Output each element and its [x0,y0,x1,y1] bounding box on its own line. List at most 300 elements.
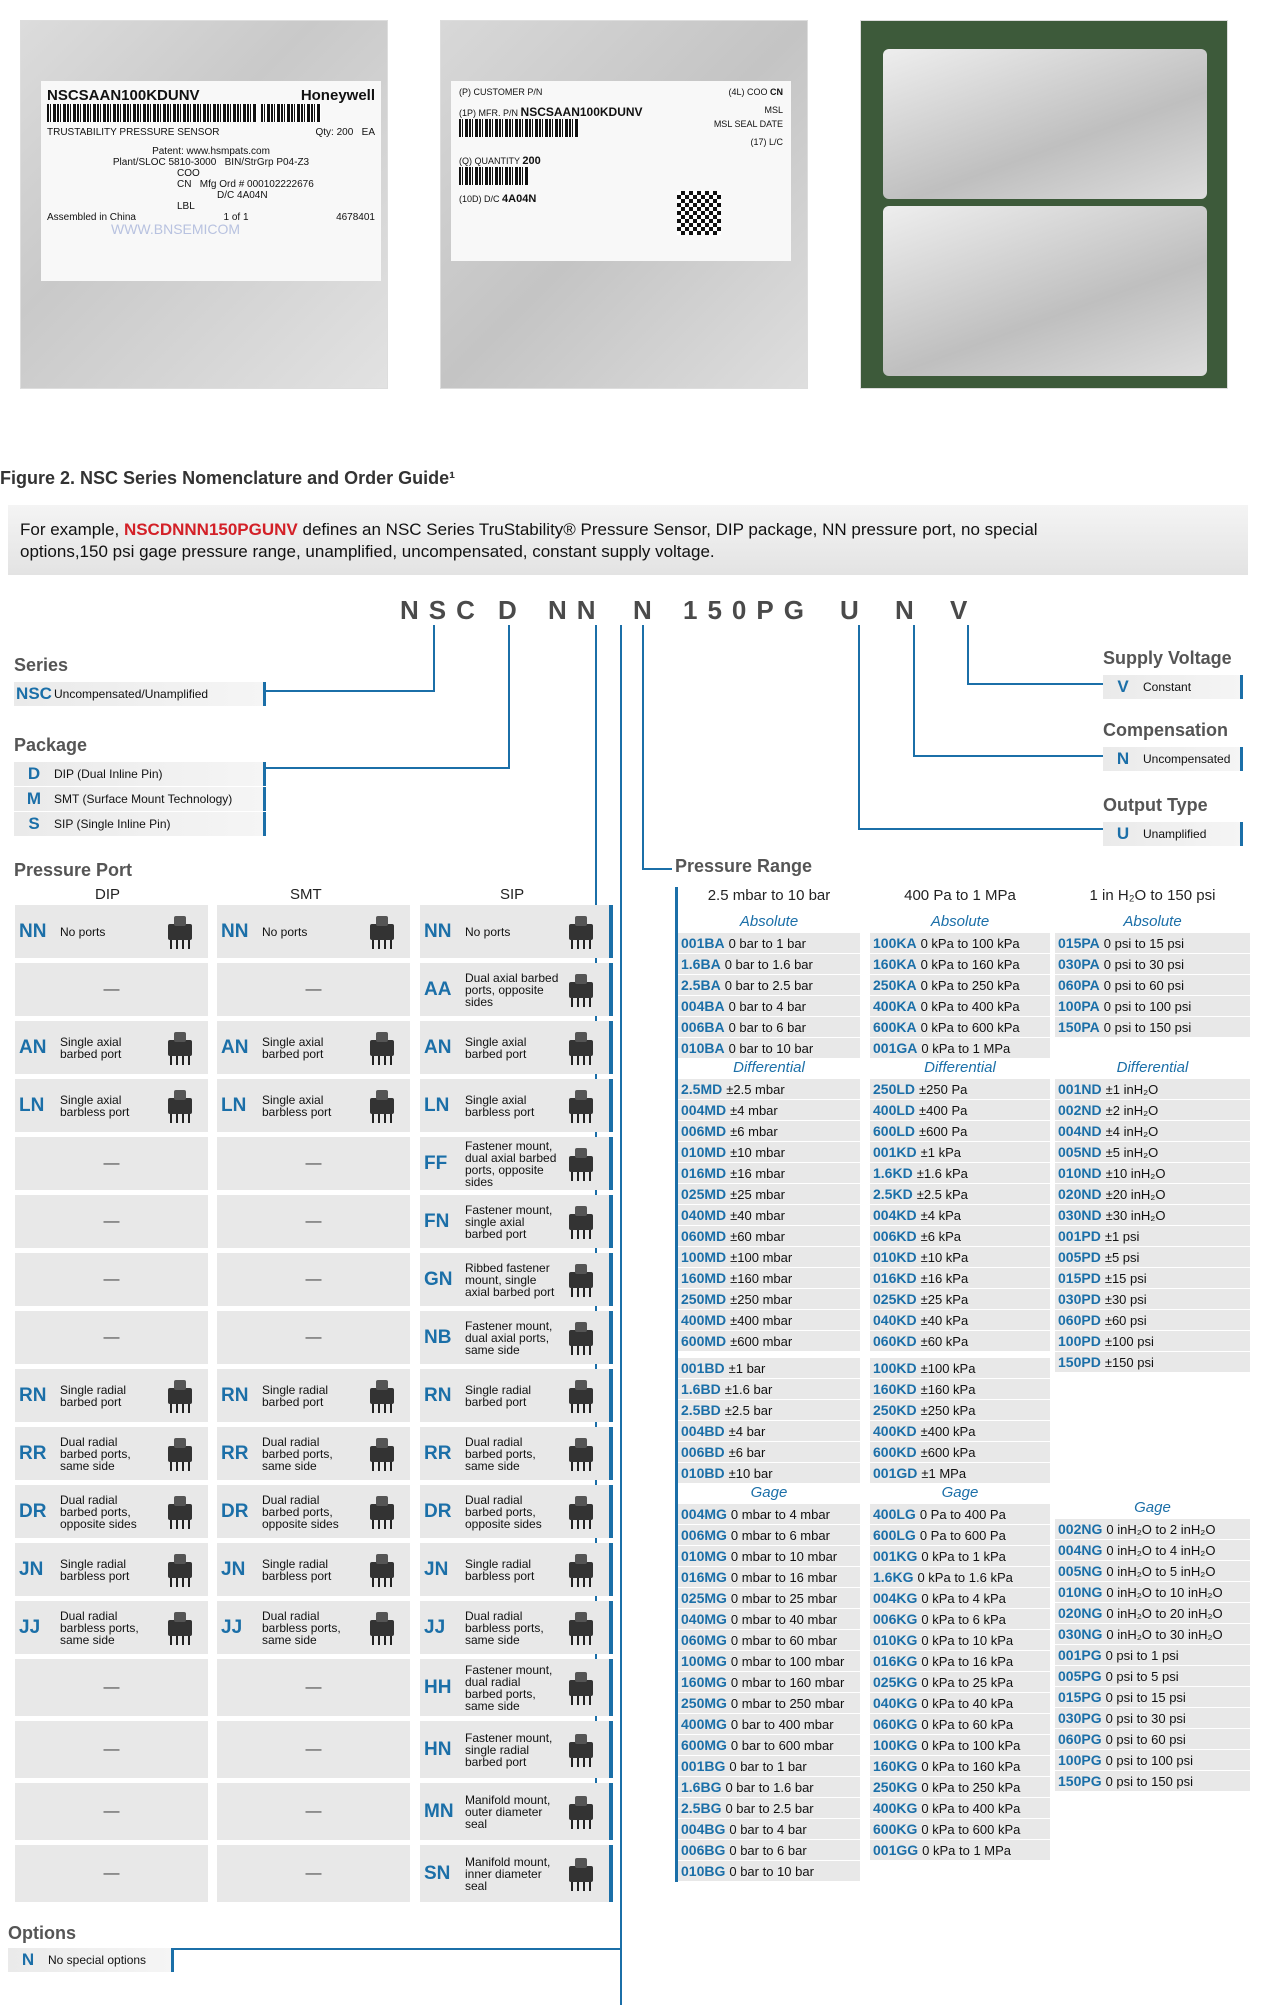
range-code: 010BA [681,1040,725,1056]
range-code: 030NG [1058,1626,1103,1642]
range-code: 005NG [1058,1563,1103,1579]
range-row [870,1819,1050,1840]
range-row [1055,933,1250,954]
range-group-label: Gage [750,1484,788,1501]
port-cell [217,1369,410,1422]
range-row [1055,1310,1250,1331]
range-code: 001GG [873,1842,919,1858]
sensor-package-icon [561,970,601,1010]
range-row [1055,1289,1250,1310]
example-box [8,505,1248,575]
port-cell [420,1079,613,1132]
range-value: ±4 kPa [920,1207,961,1223]
port-desc: Single radial barbed port [465,1382,532,1409]
port-cell [420,1021,613,1074]
port-code: JJ [19,1616,41,1638]
product-photo-label-1 [20,20,388,389]
range-code: 004KG [873,1590,918,1606]
sensor-package-icon [561,1028,601,1068]
connector-line [642,868,672,870]
range-code: 600MG [681,1737,727,1753]
port-cell [15,1783,208,1840]
port-code: FF [424,1152,448,1174]
port-empty-dash: — [305,1270,322,1288]
range-code: 060PA [1058,977,1100,993]
range-row [1055,1708,1250,1729]
label-subtitle: TRUSTABILITY PRESSURE SENSOR [47,127,220,138]
range-value: 0 inH₂O to 2 inH₂O [1106,1521,1216,1537]
range-code: 010NG [1058,1584,1103,1600]
shipping-label-2 [451,81,791,261]
range-value: 0 bar to 4 bar [729,1821,807,1837]
port-cell [420,1137,613,1190]
range-row [1055,1540,1250,1561]
range-code: 060KG [873,1716,918,1732]
port-head-1: SMT [290,886,322,903]
range-code: 100PA [1058,998,1100,1014]
range-code: 400KA [873,998,917,1014]
example-prefix: For example, [20,520,120,539]
range-code: 001GA [873,1040,918,1056]
range-code: 030PG [1058,1710,1102,1726]
port-empty-dash: — [103,1328,120,1346]
supply-option-row [1103,675,1243,699]
label-qty-label: Qty: [315,127,334,138]
port-head-2: SIP [500,886,525,903]
sensor-package-icon [561,1318,601,1358]
port-empty-dash: — [103,1678,120,1696]
label2-qty-label: (Q) QUANTITY [459,156,520,166]
range-value: 0 bar to 4 bar [728,998,806,1014]
range-row [870,1840,1050,1861]
range-code: 006BD [681,1444,725,1460]
range-code: 1.6KD [873,1165,913,1181]
port-cell [15,1543,208,1596]
range-value: 0 psi to 5 psi [1105,1668,1179,1684]
sensor-package-icon [362,1492,402,1532]
range-row [678,1463,860,1484]
range-code: 400KG [873,1800,918,1816]
pressure-port-title: Pressure Port [14,860,133,880]
port-desc: Dual radial barbed ports, opposite sides [262,1492,339,1531]
range-code: 006KG [873,1611,918,1627]
range-row [870,1163,1050,1184]
range-row [678,1358,860,1379]
package-option-code: D [27,764,41,783]
range-row [678,1651,860,1672]
options-title: Options [8,1923,76,1943]
range-code: 001PD [1058,1228,1101,1244]
label-coo-label: COO [177,168,200,179]
range-row [678,1100,860,1121]
range-row [870,1609,1050,1630]
range-row [678,1672,860,1693]
range-value: 0 kPa to 25 kPa [921,1674,1014,1690]
range-row [678,1567,860,1588]
package-option-code: S [28,814,40,833]
barcode [47,104,257,122]
range-code: 004MG [681,1506,727,1522]
range-value: 0 mbar to 160 mbar [730,1674,845,1690]
range-spacer [1055,1876,1250,1897]
port-code: RR [221,1442,249,1464]
range-row [1055,1645,1250,1666]
code-segment: 150PG [683,595,814,625]
sensor-package-icon [561,1730,601,1770]
range-row [678,1525,860,1546]
range-value: 0 Pa to 600 Pa [919,1527,1006,1543]
range-value: 0 mbar to 40 mbar [730,1611,838,1627]
range-code: 600KD [873,1444,917,1460]
port-cell [15,1137,208,1190]
port-desc: Ribbed fastener mount, single axial barbed port [465,1260,555,1299]
range-code: 006BG [681,1842,726,1858]
range-value: ±1 MPa [921,1465,967,1481]
range-value: ±250 mbar [730,1291,793,1307]
connector-line [620,625,622,2005]
range-value: ±250 kPa [920,1402,976,1418]
range-value: ±10 mbar [730,1144,785,1160]
range-code: 160KD [873,1381,917,1397]
range-value: ±6 mbar [730,1123,778,1139]
output-option-row [1103,822,1243,846]
port-cell [420,1659,613,1716]
range-row [678,1504,860,1525]
range-row [1055,954,1250,975]
range-row [1055,1163,1250,1184]
range-code: 016KD [873,1270,917,1286]
range-row [870,1546,1050,1567]
range-code: 2.5BA [681,977,721,993]
range-value: 0 psi to 150 psi [1103,1019,1192,1035]
range-code: 010BG [681,1863,726,1879]
sensor-package-icon [561,1854,601,1894]
range-row [1055,996,1250,1017]
range-code: 150PA [1058,1019,1100,1035]
range-value: 0 psi to 100 psi [1105,1752,1194,1768]
package-option-row [14,787,266,811]
port-code: JJ [221,1616,243,1638]
range-row [870,1400,1050,1421]
port-code: AN [424,1036,452,1058]
range-code: 001PG [1058,1647,1102,1663]
range-code: 400KD [873,1423,917,1439]
port-code: AN [19,1036,47,1058]
pressure-range-title: Pressure Range [675,856,813,876]
range-code: 060KD [873,1333,917,1349]
connector-line [508,625,510,769]
port-cell [420,1485,613,1538]
sensor-package-icon [362,1028,402,1068]
port-cell [217,1601,410,1654]
port-empty-dash: — [305,1864,322,1882]
range-row [870,1331,1050,1352]
sensor-package-icon [561,1260,601,1300]
range-row [678,996,860,1017]
sensor-package-icon [160,1376,200,1416]
figure-title: Figure 2. NSC Series Nomenclature and Order Guide¹ [0,468,456,488]
range-value: 0 bar to 2.5 bar [724,977,813,993]
product-photo-bags [860,20,1228,389]
range-value: ±600 kPa [920,1444,976,1460]
range-row [678,1331,860,1352]
port-cell [15,1079,208,1132]
range-row [870,975,1050,996]
range-value: 0 kPa to 6 kPa [921,1611,1006,1627]
range-value: ±2.5 mbar [726,1081,785,1097]
range-value: 0 kPa to 1.6 kPa [917,1569,1013,1585]
packaged-bag [883,49,1207,199]
label2-coo-label: (4L) COO [728,87,768,97]
range-value: 0 inH₂O to 10 inH₂O [1106,1584,1223,1600]
range-code: 015PA [1058,935,1100,951]
options-option-desc: No special options [48,1953,147,1967]
range-value: 0 kPa to 160 kPa [920,956,1020,972]
range-value: ±1 psi [1104,1228,1140,1244]
range-value: ±400 Pa [919,1102,968,1118]
range-row [870,1630,1050,1651]
port-desc: Fastener mount, single radial barbed port [465,1730,553,1769]
sensor-package-icon [561,1434,601,1474]
range-row [678,1205,860,1226]
range-code: 100KA [873,935,917,951]
range-code: 001BD [681,1360,725,1376]
port-code: HH [424,1676,452,1698]
range-value: ±2.5 kPa [916,1186,968,1202]
range-value: 0 bar to 1.6 bar [725,1779,814,1795]
port-desc: Dual radial barbed ports, opposite sides [465,1492,542,1531]
port-cell [420,1783,613,1840]
range-code: 1.6KG [873,1569,914,1585]
range-code: 025MG [681,1590,727,1606]
code-segment: N [895,595,924,625]
range-value: ±250 Pa [919,1081,968,1097]
range-value: 0 kPa to 60 kPa [921,1716,1014,1732]
range-code: 001BG [681,1758,726,1774]
connector-line [913,625,915,757]
range-row [678,954,860,975]
range-value: ±100 mbar [730,1249,793,1265]
port-desc: Dual radial barbed ports, same side [262,1434,333,1473]
series-option-row [14,682,266,706]
range-code: 160KA [873,956,917,972]
range-value: ±600 Pa [919,1123,968,1139]
range-value: ±1 bar [728,1360,766,1376]
range-row [870,1798,1050,1819]
range-row [678,1630,860,1651]
sensor-package-icon [362,1608,402,1648]
sensor-package-icon [561,912,601,952]
range-code: 010KG [873,1632,918,1648]
sensor-package-icon [362,912,402,952]
range-code: 600LG [873,1527,916,1543]
range-spacer [1055,1373,1250,1394]
range-row [678,1442,860,1463]
range-code: 016MG [681,1569,727,1585]
port-desc: Dual radial barbless ports, same side [60,1608,139,1647]
label2-qty: 200 [522,155,541,167]
range-row [678,1777,860,1798]
range-value: 0 mbar to 250 mbar [730,1695,845,1711]
range-code: 002ND [1058,1102,1102,1118]
port-code: DR [19,1500,47,1522]
range-row [1055,1771,1250,1792]
range-value: 0 kPa to 100 kPa [921,1737,1021,1753]
range-value: ±150 psi [1104,1354,1154,1370]
port-code: LN [424,1094,450,1116]
package-option-row [14,762,266,786]
label-assembled: Assembled in China [47,212,136,223]
range-column [675,887,860,1882]
label-lot: 4678401 [336,212,375,223]
range-value: 0 mbar to 16 mbar [730,1569,838,1585]
range-group-label: Differential [924,1059,996,1076]
range-value: 0 psi to 15 psi [1105,1689,1186,1705]
range-value: 0 bar to 1 bar [729,1758,807,1774]
connector-line [858,828,1103,830]
port-empty-dash: — [305,1154,322,1172]
range-column-head: 1 in H₂O to 150 psi [1089,887,1216,904]
range-value: ±1.6 kPa [916,1165,968,1181]
sensor-package-icon [561,1144,601,1184]
range-code: 1.6BG [681,1779,722,1795]
label2-dc: 4A04N [502,193,537,205]
range-value: ±400 kPa [920,1423,976,1439]
range-row [1055,1121,1250,1142]
range-value: 0 Pa to 400 Pa [919,1506,1006,1522]
label-brand: Honeywell [300,87,375,104]
port-cell [420,1427,613,1480]
range-row [870,1714,1050,1735]
sensor-package-icon [160,1608,200,1648]
range-row [1055,1666,1250,1687]
range-code: 150PD [1058,1354,1101,1370]
range-group-label: Absolute [1123,913,1182,930]
range-code: 016KG [873,1653,918,1669]
label2-cust-label: (P) CUSTOMER P/N [459,87,543,97]
range-row [678,1400,860,1421]
label-bin: BIN/StrGrp P04-Z3 [224,157,310,168]
range-value: 0 bar to 2.5 bar [725,1800,814,1816]
range-value: 0 kPa to 250 kPa [921,1779,1021,1795]
range-value: ±16 mbar [730,1165,785,1181]
port-cell [15,1721,208,1778]
range-spacer [1055,1855,1250,1876]
port-cell [420,963,613,1016]
range-code: 250MG [681,1695,727,1711]
range-row [870,1247,1050,1268]
range-value: ±60 mbar [730,1228,785,1244]
range-row [870,996,1050,1017]
range-value: 0 kPa to 4 kPa [921,1590,1006,1606]
range-code: 010MG [681,1548,727,1564]
label2-mfr: NSCSAAN100KDUNV [520,105,643,119]
port-desc: Single axial barbless port [262,1092,332,1119]
port-cell [217,1485,410,1538]
connector-line [433,625,435,692]
range-code: 040KG [873,1695,918,1711]
label-dc: 4A04N [237,190,268,201]
range-row [870,1672,1050,1693]
range-value: ±6 kPa [920,1228,961,1244]
range-row [678,1038,860,1059]
range-row [870,1226,1050,1247]
range-row [1055,1352,1250,1373]
sensor-package-icon [362,1086,402,1126]
port-cell [217,1195,410,1248]
range-code: 004BA [681,998,725,1014]
product-photo-label-2 [440,20,808,389]
range-row [1055,1247,1250,1268]
port-code: MN [424,1800,454,1822]
range-value: 0 psi to 1 psi [1105,1647,1179,1663]
range-code: 001KD [873,1144,917,1160]
range-row [870,1463,1050,1484]
range-code: 010BD [681,1465,725,1481]
sensor-package-icon [561,1792,601,1832]
output-option-desc: Unamplified [1143,827,1207,841]
range-value: 0 kPa to 400 kPa [921,1800,1021,1816]
port-desc: No ports [465,924,511,939]
output-title: Output Type [1103,795,1208,815]
port-desc: Dual radial barbed ports, same side [465,1434,536,1473]
port-cell [15,1195,208,1248]
range-code: 250KD [873,1402,917,1418]
port-cell [217,1311,410,1364]
range-row [870,1651,1050,1672]
range-value: 0 bar to 600 mbar [730,1737,834,1753]
range-row [870,933,1050,954]
port-desc: Single radial barbless port [60,1556,130,1583]
range-row [678,1079,860,1100]
range-code: 006KD [873,1228,917,1244]
range-row [678,1379,860,1400]
range-value: ±30 psi [1104,1291,1147,1307]
port-code: NN [424,920,452,942]
range-code: 002NG [1058,1521,1103,1537]
range-row [870,1310,1050,1331]
port-desc: Single axial barbed port [262,1034,324,1061]
options-option-row [8,1948,174,1972]
range-value: ±60 kPa [920,1333,969,1349]
port-cell [217,963,410,1016]
range-value: ±4 bar [728,1423,766,1439]
range-value: ±6 bar [728,1444,766,1460]
port-code: RN [19,1384,47,1406]
sensor-package-icon [561,1086,601,1126]
range-value: 0 mbar to 100 mbar [730,1653,845,1669]
range-value: 0 bar to 10 bar [729,1863,814,1879]
range-spacer [1055,1478,1250,1499]
range-value: 0 psi to 60 psi [1103,977,1184,993]
series-title: Series [14,655,69,675]
range-code: 004NG [1058,1542,1103,1558]
port-code: FN [424,1210,450,1232]
example-text: defines an NSC Series TruStability® Pressure Sensor, DIP package, NN pressure port, no special [302,520,1038,539]
range-spacer [1055,1834,1250,1855]
range-spacer [1055,1436,1250,1457]
output-option-code: U [1116,824,1130,843]
range-row [678,1693,860,1714]
range-row [678,975,860,996]
range-spacer [870,1861,1050,1882]
range-code: 004BD [681,1423,725,1439]
range-code: 600KA [873,1019,917,1035]
range-value: ±25 kPa [920,1291,969,1307]
label-dc-label: D/C [217,190,235,201]
port-desc: No ports [60,924,106,939]
package-option-row [14,812,266,836]
